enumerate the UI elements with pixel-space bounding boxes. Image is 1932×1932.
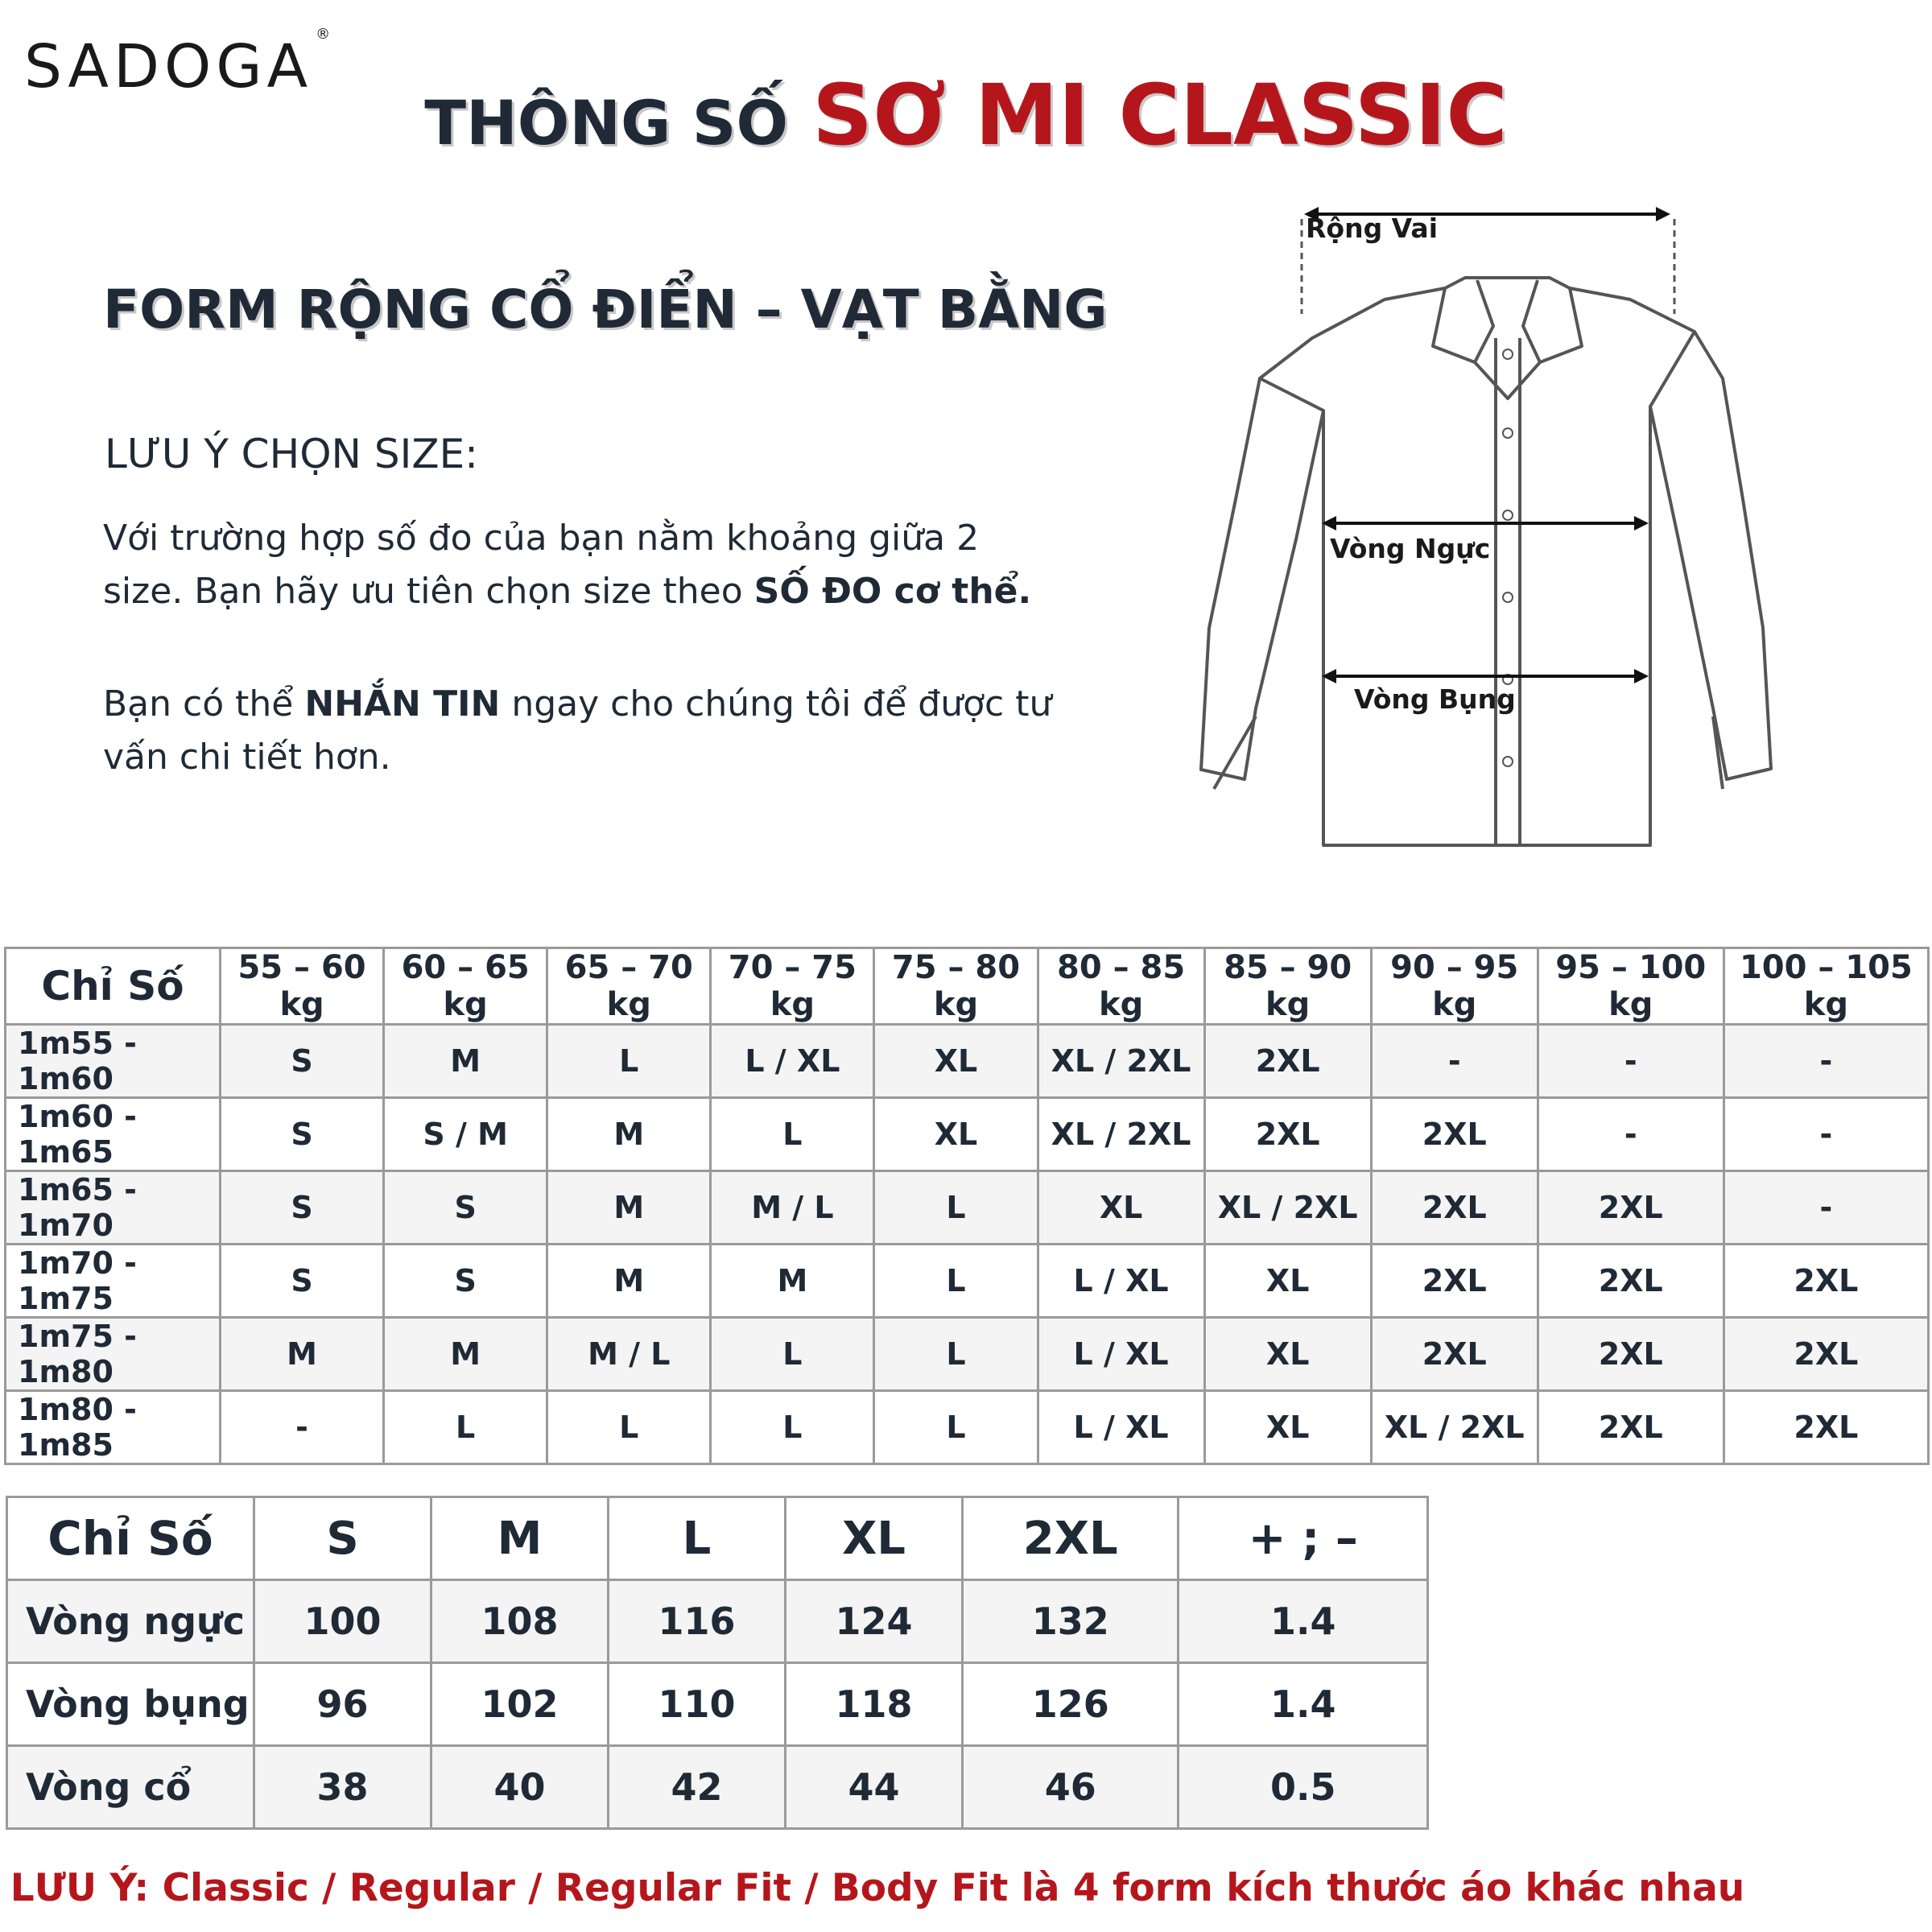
- table-cell: L / XL: [1038, 1318, 1204, 1391]
- shirt-diagram: [1159, 193, 1827, 869]
- note-paragraph-2: [103, 678, 1069, 784]
- chest-label: Vòng Ngực: [1330, 533, 1491, 564]
- note-p1-text: Với trường hợp số đo của bạn nằm khoảng giữa 2 size. Bạn hãy ưu tiên chọn size theo: [103, 518, 980, 612]
- row-label: 1m70 - 1m75: [6, 1245, 221, 1318]
- weight-height-size-table: [4, 947, 1930, 1465]
- registered-mark: ®: [316, 26, 331, 43]
- table-cell: M: [384, 1318, 547, 1391]
- table-cell: XL: [1204, 1391, 1371, 1464]
- measure-col-header: M: [431, 1497, 609, 1580]
- table-cell: XL / 2XL: [1038, 1025, 1204, 1098]
- weight-col-header: 90 – 95 kg: [1371, 948, 1538, 1025]
- row-label: Vòng ngực: [7, 1580, 254, 1663]
- table-cell: M: [547, 1171, 711, 1245]
- table-cell: M: [384, 1025, 547, 1098]
- table-cell: 126: [963, 1663, 1179, 1746]
- weight-col-header: 55 – 60 kg: [221, 948, 384, 1025]
- table-cell: 38: [254, 1746, 431, 1829]
- note-p1-bold: SỐ ĐO cơ thể.: [753, 571, 1032, 612]
- table-row: [7, 1663, 1428, 1746]
- table-row: [6, 1098, 1929, 1171]
- table-cell: S: [384, 1171, 547, 1245]
- measure-table-header-row: [7, 1497, 1428, 1580]
- measure-col-header: L: [609, 1497, 786, 1580]
- table-cell: 2XL: [1371, 1098, 1538, 1171]
- table-cell: 2XL: [1538, 1245, 1724, 1318]
- note-p2-bold: NHẮN TIN: [304, 683, 501, 724]
- title-part-2: SƠ MI CLASSIC: [812, 66, 1508, 164]
- table-cell: 110: [609, 1663, 786, 1746]
- table-cell: S: [384, 1245, 547, 1318]
- table-cell: L: [547, 1391, 711, 1464]
- table-cell: 1.4: [1179, 1663, 1428, 1746]
- form-title: FORM RỘNG CỔ ĐIỂN – VẠT BẰNG: [103, 279, 1108, 341]
- note-paragraph-1: [103, 512, 1069, 618]
- table-cell: L: [874, 1391, 1038, 1464]
- table-cell: XL: [1038, 1171, 1204, 1245]
- table-cell: 0.5: [1179, 1746, 1428, 1829]
- table-cell: -: [1538, 1098, 1724, 1171]
- table-cell: 2XL: [1371, 1245, 1538, 1318]
- measure-col-header: S: [254, 1497, 431, 1580]
- brand-name: SADOGA: [24, 32, 313, 101]
- row-label: 1m55 - 1m60: [6, 1025, 221, 1098]
- weight-col-header: 85 – 90 kg: [1204, 948, 1371, 1025]
- table-cell: 124: [786, 1580, 963, 1663]
- table-cell: M / L: [711, 1171, 874, 1245]
- table-cell: XL: [1204, 1245, 1371, 1318]
- table-cell: XL / 2XL: [1371, 1391, 1538, 1464]
- table-cell: 100: [254, 1580, 431, 1663]
- measure-table-corner: Chỉ Số: [7, 1497, 254, 1580]
- table-cell: L: [711, 1098, 874, 1171]
- table-cell: S / M: [384, 1098, 547, 1171]
- table-cell: -: [1724, 1171, 1928, 1245]
- table-row: [6, 1391, 1929, 1464]
- table-cell: S: [221, 1098, 384, 1171]
- waist-label: Vòng Bụng: [1354, 683, 1516, 715]
- row-label: Vòng cổ: [7, 1746, 254, 1829]
- table-cell: 1.4: [1179, 1580, 1428, 1663]
- table-cell: 2XL: [1724, 1391, 1928, 1464]
- table-cell: L: [874, 1318, 1038, 1391]
- table-cell: XL: [874, 1098, 1038, 1171]
- title-part-1: THÔNG SỐ: [424, 87, 789, 159]
- table-cell: M: [547, 1245, 711, 1318]
- table-cell: 2XL: [1371, 1171, 1538, 1245]
- table-cell: L: [874, 1171, 1038, 1245]
- table-cell: 2XL: [1538, 1171, 1724, 1245]
- table-cell: -: [221, 1391, 384, 1464]
- note-heading: LƯU Ý CHỌN SIZE:: [105, 431, 479, 477]
- weight-table-corner: Chỉ Số: [6, 948, 221, 1025]
- table-cell: S: [221, 1025, 384, 1098]
- table-cell: -: [1371, 1025, 1538, 1098]
- table-cell: S: [221, 1245, 384, 1318]
- table-cell: XL: [1204, 1318, 1371, 1391]
- table-cell: 42: [609, 1746, 786, 1829]
- weight-col-header: 100 – 105 kg: [1724, 948, 1928, 1025]
- table-cell: 132: [963, 1580, 1179, 1663]
- table-cell: S: [221, 1171, 384, 1245]
- weight-table-body: [6, 1025, 1929, 1464]
- table-cell: -: [1724, 1025, 1928, 1098]
- table-cell: M: [547, 1098, 711, 1171]
- measurement-table: [6, 1496, 1429, 1830]
- chest-arrow: [1322, 516, 1649, 530]
- table-cell: 102: [431, 1663, 609, 1746]
- table-cell: 2XL: [1724, 1245, 1928, 1318]
- table-cell: 96: [254, 1663, 431, 1746]
- weight-col-header: 75 – 80 kg: [874, 948, 1038, 1025]
- table-row: [6, 1171, 1929, 1245]
- table-row: [6, 1245, 1929, 1318]
- table-cell: 40: [431, 1746, 609, 1829]
- row-label: 1m80 - 1m85: [6, 1391, 221, 1464]
- table-cell: M / L: [547, 1318, 711, 1391]
- table-cell: -: [1538, 1025, 1724, 1098]
- table-cell: 2XL: [1371, 1318, 1538, 1391]
- table-cell: 2XL: [1724, 1318, 1928, 1391]
- table-cell: M: [221, 1318, 384, 1391]
- table-cell: 2XL: [1204, 1025, 1371, 1098]
- table-cell: 118: [786, 1663, 963, 1746]
- table-cell: L / XL: [711, 1025, 874, 1098]
- weight-col-header: 80 – 85 kg: [1038, 948, 1204, 1025]
- row-label: 1m65 - 1m70: [6, 1171, 221, 1245]
- table-cell: 46: [963, 1746, 1179, 1829]
- table-cell: M: [711, 1245, 874, 1318]
- table-cell: 2XL: [1538, 1318, 1724, 1391]
- note-p2-post: ngay cho chúng tôi để được tư vấn chi tiết hơn.: [103, 683, 1052, 778]
- table-cell: 116: [609, 1580, 786, 1663]
- weight-col-header: 60 – 65 kg: [384, 948, 547, 1025]
- table-cell: XL: [874, 1025, 1038, 1098]
- page-title: [0, 66, 1932, 164]
- waist-arrow: [1322, 669, 1649, 683]
- table-cell: L: [711, 1391, 874, 1464]
- table-cell: 2XL: [1538, 1391, 1724, 1464]
- table-cell: 2XL: [1204, 1098, 1371, 1171]
- row-label: Vòng bụng: [7, 1663, 254, 1746]
- table-cell: L: [711, 1318, 874, 1391]
- row-label: 1m75 - 1m80: [6, 1318, 221, 1391]
- table-row: [6, 1025, 1929, 1098]
- measure-col-header: + ; –: [1179, 1497, 1428, 1580]
- table-row: [7, 1580, 1428, 1663]
- footer-note: LƯU Ý: Classic / Regular / Regular Fit / Body Fit là 4 form kích thước áo khác nhau: [10, 1866, 1745, 1910]
- weight-col-header: 95 – 100 kg: [1538, 948, 1724, 1025]
- table-cell: L / XL: [1038, 1391, 1204, 1464]
- measure-col-header: XL: [786, 1497, 963, 1580]
- weight-table-header-row: [6, 948, 1929, 1025]
- table-row: [6, 1318, 1929, 1391]
- table-cell: 108: [431, 1580, 609, 1663]
- table-cell: -: [1724, 1098, 1928, 1171]
- measure-col-header: 2XL: [963, 1497, 1179, 1580]
- table-cell: L: [874, 1245, 1038, 1318]
- weight-col-header: 70 – 75 kg: [711, 948, 874, 1025]
- note-p2-pre: Bạn có thể: [103, 683, 305, 724]
- row-label: 1m60 - 1m65: [6, 1098, 221, 1171]
- table-row: [7, 1746, 1428, 1829]
- table-cell: XL / 2XL: [1204, 1171, 1371, 1245]
- weight-col-header: 65 – 70 kg: [547, 948, 711, 1025]
- table-cell: XL / 2XL: [1038, 1098, 1204, 1171]
- measure-table-body: [7, 1580, 1428, 1829]
- shoulder-label: Rộng Vai: [1306, 213, 1439, 244]
- table-cell: L: [384, 1391, 547, 1464]
- table-cell: L / XL: [1038, 1245, 1204, 1318]
- table-cell: 44: [786, 1746, 963, 1829]
- table-cell: L: [547, 1025, 711, 1098]
